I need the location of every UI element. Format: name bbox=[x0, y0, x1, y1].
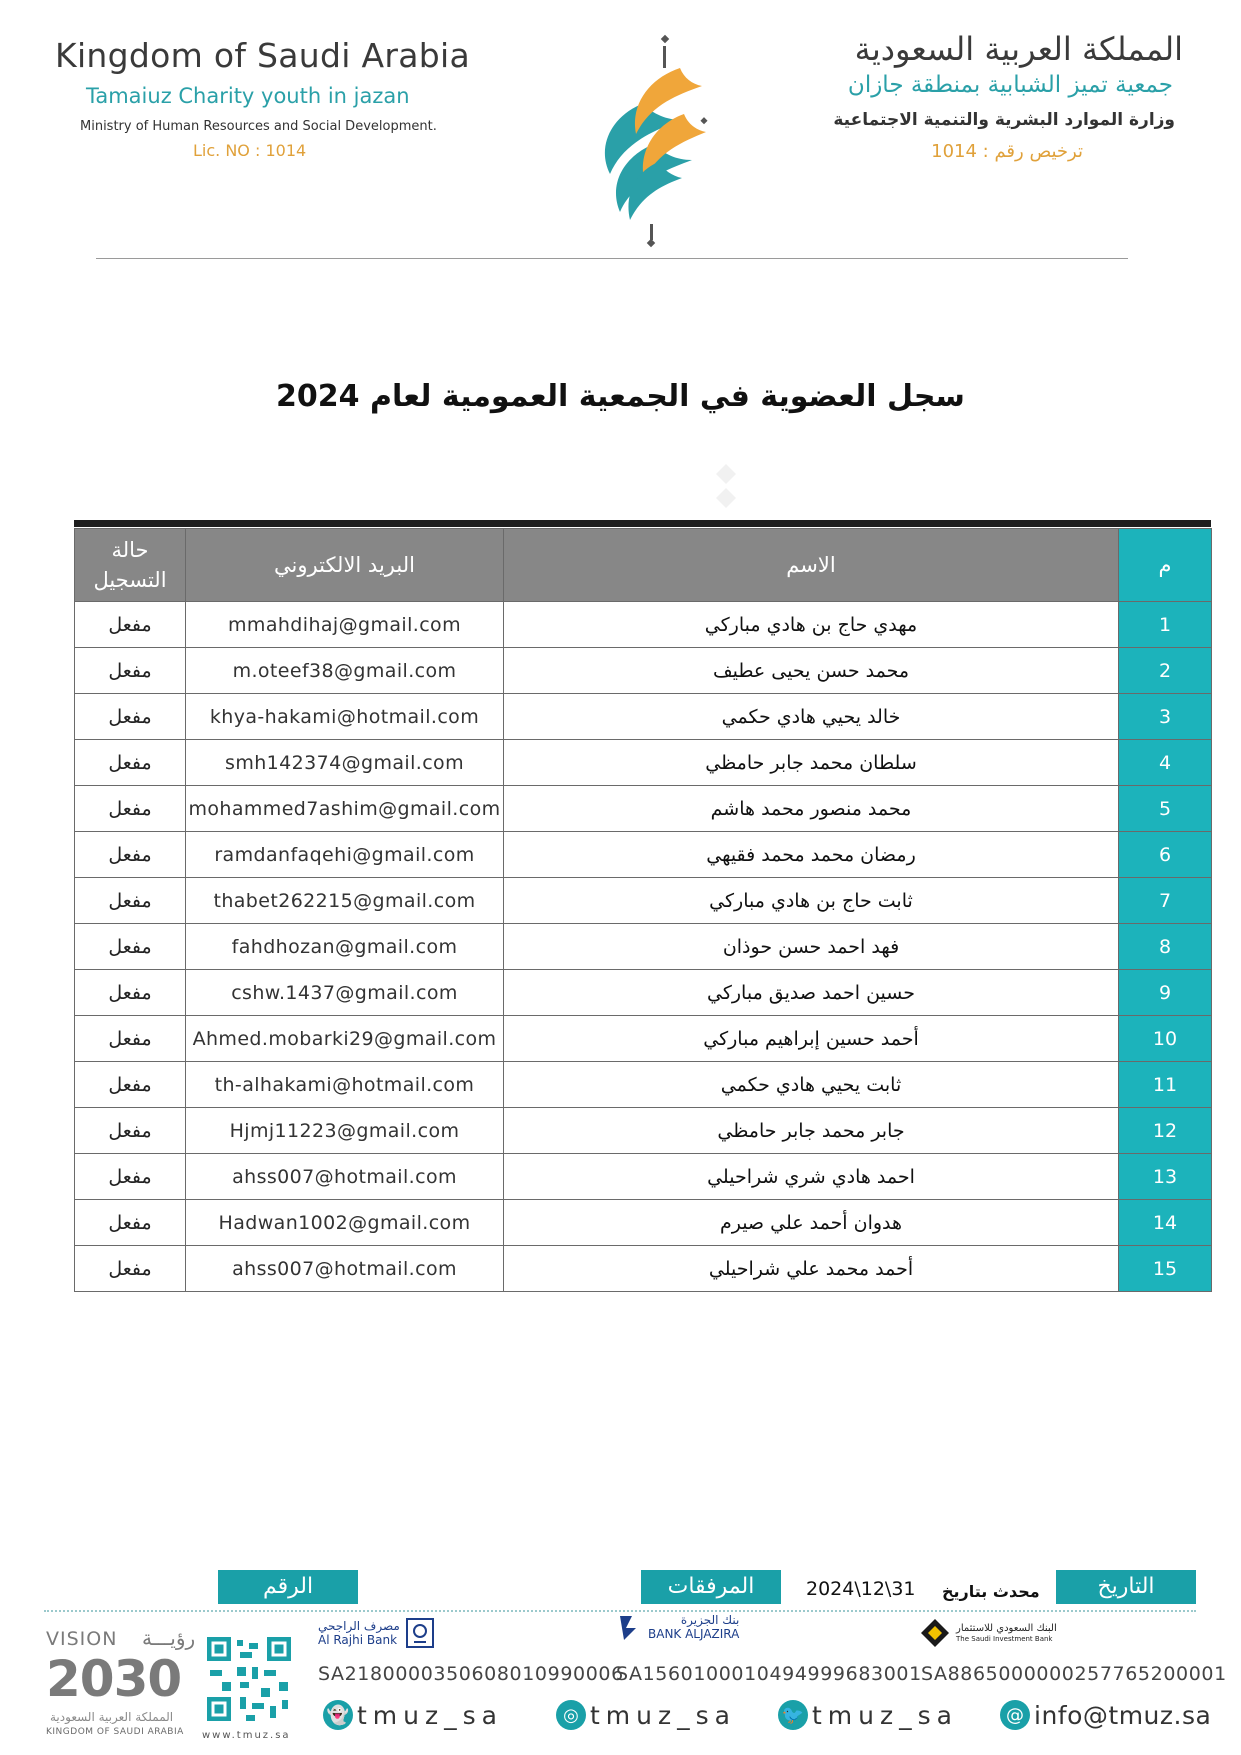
number-cell: 8 bbox=[1119, 924, 1212, 970]
table-top-border bbox=[74, 520, 1211, 527]
status-cell: مفعل bbox=[75, 878, 186, 924]
table-row bbox=[75, 740, 1212, 786]
email-cell: m.oteef38@gmail.com bbox=[186, 648, 504, 694]
table-row bbox=[75, 878, 1212, 924]
name-cell: ثابت يحيي هادي حكمي bbox=[504, 1062, 1119, 1108]
name-cell: احمد هادي شري شراحيلي bbox=[504, 1154, 1119, 1200]
vision-english-country: KINGDOM OF SAUDI ARABIA bbox=[46, 1727, 184, 1737]
name-cell: مهدي حاج بن هادي مباركي bbox=[504, 602, 1119, 648]
decorative-diamond-icon bbox=[712, 462, 740, 512]
status-cell: مفعل bbox=[75, 1154, 186, 1200]
email-cell: thabet262215@gmail.com bbox=[186, 878, 504, 924]
qr-code-icon[interactable] bbox=[204, 1632, 294, 1726]
email-cell: khya-hakami@hotmail.com bbox=[186, 694, 504, 740]
aljazira-emblem-icon bbox=[618, 1612, 644, 1642]
table-row bbox=[75, 1246, 1212, 1292]
name-cell: محمد حسن يحيى عطيف bbox=[504, 648, 1119, 694]
number-cell: 15 bbox=[1119, 1246, 1212, 1292]
arabic-license-number: ترخيص رقم : 1014 bbox=[931, 141, 1083, 162]
status-cell: مفعل bbox=[75, 648, 186, 694]
table-row bbox=[75, 1154, 1212, 1200]
status-cell: مفعل bbox=[75, 1200, 186, 1246]
number-cell: 11 bbox=[1119, 1062, 1212, 1108]
email-cell: cshw.1437@gmail.com bbox=[186, 970, 504, 1016]
alrajhi-bank-name-en: Al Rajhi Bank bbox=[318, 1633, 398, 1647]
snapchat-link[interactable] bbox=[323, 1700, 503, 1730]
aljazira-bank-logo bbox=[618, 1612, 739, 1642]
saib-bank-name-ar: البنك السعودي للاستثمار bbox=[956, 1623, 1057, 1635]
iban-aljazira: SA1560100010494999683001 bbox=[616, 1663, 922, 1685]
snapchat-icon: 👻 bbox=[323, 1700, 353, 1730]
alrajhi-bank-logo bbox=[318, 1618, 434, 1648]
vision-arabic-country: المملكة العربية السعودية bbox=[50, 1710, 174, 1724]
number-cell: 6 bbox=[1119, 832, 1212, 878]
name-cell: هدوان أحمد علي صيرم bbox=[504, 1200, 1119, 1246]
column-header-status bbox=[75, 529, 186, 602]
english-country-name: Kingdom of Saudi Arabia bbox=[55, 36, 471, 75]
name-cell: رمضان محمد محمد فقيهي bbox=[504, 832, 1119, 878]
number-cell: 4 bbox=[1119, 740, 1212, 786]
table-row bbox=[75, 1016, 1212, 1062]
updated-date-label: محدث بتاريخ bbox=[942, 1582, 1040, 1601]
saib-bank-name-en: The Saudi Investment Bank bbox=[956, 1634, 1053, 1643]
status-cell: مفعل bbox=[75, 602, 186, 648]
email-cell: ramdanfaqehi@gmail.com bbox=[186, 832, 504, 878]
saib-emblem-icon bbox=[920, 1618, 950, 1648]
table-row bbox=[75, 970, 1212, 1016]
iban-alrajhi: SA2180000350608010990006 bbox=[318, 1663, 624, 1685]
email-cell: mohammed7ashim@gmail.com bbox=[186, 786, 504, 832]
status-cell: مفعل bbox=[75, 786, 186, 832]
twitter-icon: 🐦 bbox=[778, 1700, 808, 1730]
name-cell: أحمد محمد علي شراحيلي bbox=[504, 1246, 1119, 1292]
name-cell: أحمد حسين إبراهيم مباركي bbox=[504, 1016, 1119, 1062]
instagram-handle: tmuz_sa bbox=[590, 1700, 736, 1730]
twitter-handle: tmuz_sa bbox=[812, 1700, 958, 1730]
table-row bbox=[75, 1108, 1212, 1154]
status-cell: مفعل bbox=[75, 1108, 186, 1154]
saib-bank-logo bbox=[920, 1618, 1057, 1648]
email-cell: mmahdihaj@gmail.com bbox=[186, 602, 504, 648]
number-cell: 10 bbox=[1119, 1016, 1212, 1062]
status-cell: مفعل bbox=[75, 740, 186, 786]
table-row bbox=[75, 694, 1212, 740]
updated-date-value: 2024\12\31 bbox=[806, 1578, 916, 1600]
status-cell: مفعل bbox=[75, 1062, 186, 1108]
email-icon: @ bbox=[1000, 1700, 1030, 1730]
footer-tab-attachments: المرفقات bbox=[641, 1570, 781, 1604]
table-row bbox=[75, 648, 1212, 694]
column-header-name: الاسم bbox=[504, 529, 1119, 602]
instagram-link[interactable] bbox=[556, 1700, 736, 1730]
membership-table bbox=[74, 528, 1212, 1292]
number-cell: 14 bbox=[1119, 1200, 1212, 1246]
email-address: info@tmuz.sa bbox=[1034, 1700, 1212, 1730]
table-row bbox=[75, 786, 1212, 832]
status-cell: مفعل bbox=[75, 1246, 186, 1292]
number-cell: 13 bbox=[1119, 1154, 1212, 1200]
table-row bbox=[75, 602, 1212, 648]
arabic-organization-name: جمعية تميز الشبابية بمنطقة جازان bbox=[847, 72, 1173, 98]
name-cell: سلطان محمد جابر حامظي bbox=[504, 740, 1119, 786]
english-license-number: Lic. NO : 1014 bbox=[193, 141, 307, 160]
status-cell: مفعل bbox=[75, 1016, 186, 1062]
number-cell: 2 bbox=[1119, 648, 1212, 694]
english-ministry-name: Ministry of Human Resources and Social Development. bbox=[80, 119, 437, 134]
table-row bbox=[75, 924, 1212, 970]
status-header-line2: التسجيل bbox=[93, 568, 167, 592]
page-title: سجل العضوية في الجمعية العمومية لعام 2024 bbox=[276, 379, 965, 414]
name-cell: محمد منصور محمد هاشم bbox=[504, 786, 1119, 832]
email-cell: th-alhakami@hotmail.com bbox=[186, 1062, 504, 1108]
table-row bbox=[75, 1200, 1212, 1246]
charity-logo bbox=[584, 34, 710, 250]
snapchat-handle: tmuz_sa bbox=[357, 1700, 503, 1730]
number-cell: 5 bbox=[1119, 786, 1212, 832]
arabic-ministry-name: وزارة الموارد البشرية والتنمية الاجتماعية bbox=[833, 110, 1175, 130]
alrajhi-emblem-icon bbox=[406, 1618, 434, 1648]
number-cell: 3 bbox=[1119, 694, 1212, 740]
alrajhi-bank-name-ar: مصرف الراجحي bbox=[318, 1618, 400, 1633]
aljazira-bank-name-ar: بنك الجزيرة bbox=[680, 1612, 740, 1627]
aljazira-bank-name-en: BANK ALJAZIRA bbox=[648, 1627, 740, 1641]
status-cell: مفعل bbox=[75, 970, 186, 1016]
status-cell: مفعل bbox=[75, 924, 186, 970]
english-organization-name: Tamaiuz Charity youth in jazan bbox=[86, 84, 410, 108]
vision-word: VISION bbox=[46, 1628, 118, 1650]
name-cell: خالد يحيي هادي حكمي bbox=[504, 694, 1119, 740]
column-header-email: البريد الالكتروني bbox=[186, 529, 504, 602]
vision-arabic-word: رؤيـــة bbox=[142, 1626, 196, 1650]
number-cell: 12 bbox=[1119, 1108, 1212, 1154]
email-cell: Hjmj11223@gmail.com bbox=[186, 1108, 504, 1154]
twitter-link[interactable] bbox=[778, 1700, 958, 1730]
email-cell: fahdhozan@gmail.com bbox=[186, 924, 504, 970]
email-cell: smh142374@gmail.com bbox=[186, 740, 504, 786]
table-row bbox=[75, 832, 1212, 878]
status-cell: مفعل bbox=[75, 694, 186, 740]
status-cell: مفعل bbox=[75, 832, 186, 878]
website-url[interactable]: www.tmuz.sa bbox=[202, 1730, 291, 1741]
table-header-row bbox=[75, 529, 1212, 602]
name-cell: فهد احمد حسن حوذان bbox=[504, 924, 1119, 970]
iban-saib: SA8865000000257765200001 bbox=[921, 1663, 1227, 1685]
email-cell: Hadwan1002@gmail.com bbox=[186, 1200, 504, 1246]
email-cell: ahss007@hotmail.com bbox=[186, 1246, 504, 1292]
number-cell: 1 bbox=[1119, 602, 1212, 648]
vision-2030-logo bbox=[46, 1628, 194, 1738]
number-cell: 7 bbox=[1119, 878, 1212, 924]
footer-tab-date: التاريخ bbox=[1056, 1570, 1196, 1604]
instagram-icon: ◎ bbox=[556, 1700, 586, 1730]
table-row bbox=[75, 1062, 1212, 1108]
number-cell: 9 bbox=[1119, 970, 1212, 1016]
name-cell: ثابت حاج بن هادي مباركي bbox=[504, 878, 1119, 924]
email-cell: Ahmed.mobarki29@gmail.com bbox=[186, 1016, 504, 1062]
email-link[interactable] bbox=[1000, 1700, 1211, 1730]
arabic-country-name: المملكة العربية السعودية bbox=[854, 30, 1183, 68]
name-cell: حسين احمد صديق مباركي bbox=[504, 970, 1119, 1016]
email-cell: ahss007@hotmail.com bbox=[186, 1154, 504, 1200]
vision-year: 2030 bbox=[46, 1650, 182, 1708]
name-cell: جابر محمد جابر حامظي bbox=[504, 1108, 1119, 1154]
column-header-number: م bbox=[1119, 529, 1212, 602]
header-divider bbox=[96, 258, 1128, 259]
footer-tab-number: الرقم bbox=[218, 1570, 358, 1604]
status-header-line1: حالة bbox=[111, 537, 149, 562]
